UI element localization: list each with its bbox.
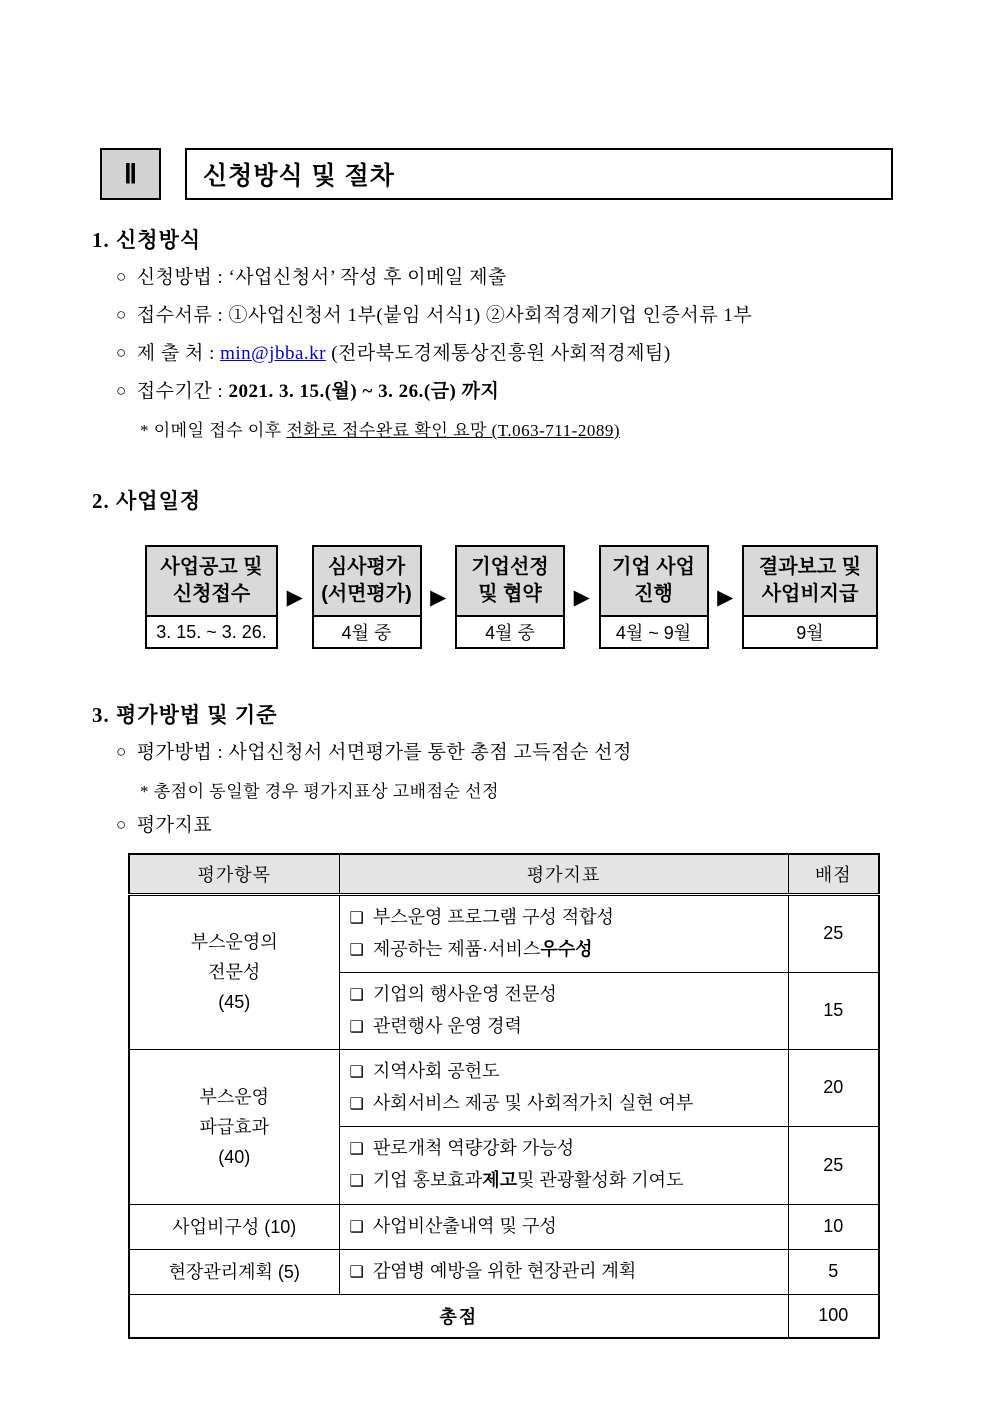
flow-step-line1: 결과보고 및	[758, 556, 862, 578]
criteria-text: 기업의 행사운영 전문성	[372, 983, 557, 1004]
circle-bullet-icon: ○	[116, 742, 127, 761]
checkbox-icon: ❑	[349, 1141, 364, 1158]
score-cell: 20	[788, 1049, 879, 1126]
eval-item-indicator	[116, 812, 893, 839]
eval-method-label: 평가방법 :	[136, 742, 229, 763]
col-header-criteria: 평가지표	[339, 854, 788, 894]
apply-note-underlined: 전화로 접수완료 확인 요망 (T.063-711-2089)	[286, 421, 620, 440]
flow-step-date: 4월 중	[457, 617, 563, 647]
apply-item-method	[116, 264, 893, 291]
apply-item-submit	[116, 340, 893, 367]
arrow-right-icon: ▶	[717, 584, 734, 609]
criteria-line	[350, 1133, 778, 1165]
criteria-text: 및 관광활성화 기여도	[516, 1170, 684, 1190]
table-row	[129, 1049, 879, 1126]
criteria-text: 지역사회 공헌도	[372, 1060, 500, 1081]
flow-step-line2: 사업비지급	[761, 583, 859, 605]
flow-step-line1: 심사평가	[327, 556, 406, 578]
criteria-cell	[339, 1126, 788, 1204]
circle-bullet-icon: ○	[116, 343, 127, 362]
criteria-line	[350, 1088, 778, 1120]
criteria-text: 부스운영 프로그램 구성 적합성	[372, 906, 614, 927]
apply-item-period	[116, 378, 893, 405]
apply-note	[140, 416, 893, 441]
score-cell: 15	[788, 972, 879, 1049]
criteria-text: 판로개척 역량강화 가능성	[372, 1138, 575, 1158]
eval-indicator-label: 평가지표	[136, 815, 213, 836]
table-row	[129, 1249, 879, 1294]
criteria-text: 기업 홍보효과	[372, 1170, 483, 1190]
table-header-row	[129, 854, 879, 894]
checkbox-icon: ❑	[349, 1218, 364, 1236]
submit-email-link[interactable]: min@jbba.kr	[220, 343, 326, 364]
score-cell: 25	[788, 1126, 879, 1204]
checkbox-icon: ❑	[349, 1263, 364, 1281]
arrow-right-icon: ▶	[430, 584, 447, 609]
apply-method-value: ‘사업신청서’ 작성 후 이메일 제출	[228, 267, 507, 288]
flow-step-line2: 진행	[634, 583, 673, 605]
category-line: 파급효과	[199, 1116, 270, 1137]
flow-step-line2: 및 협약	[478, 583, 542, 605]
apply-item-docs	[116, 302, 893, 329]
flow-step-report	[742, 545, 878, 649]
category-line: (45)	[218, 992, 251, 1012]
apply-note-prefix: * 이메일 접수 이후	[140, 421, 287, 440]
section-schedule	[92, 485, 893, 649]
flow-step-line1: 기업선정	[471, 556, 549, 578]
checkbox-icon: ❑	[349, 1095, 364, 1113]
score-cell: 5	[788, 1249, 879, 1294]
section-evaluation	[92, 699, 893, 1339]
flow-step-date: 3. 15. ~ 3. 26.	[147, 617, 276, 647]
criteria-line	[350, 934, 778, 966]
circle-bullet-icon: ○	[116, 815, 127, 834]
document-title: 신청방식 및 절차	[203, 162, 395, 190]
circle-bullet-icon: ○	[116, 381, 127, 400]
arrow-right-icon: ▶	[286, 584, 303, 609]
document-title-box	[185, 148, 893, 200]
criteria-line	[350, 1056, 778, 1088]
eval-method-value: 사업신청서 서면평가를 통한 총점 고득점순 선정	[228, 742, 632, 763]
checkbox-icon: ❑	[349, 1063, 364, 1081]
criteria-text: 사업비산출내역 및 구성	[372, 1215, 557, 1236]
criteria-line	[350, 1256, 778, 1288]
flow-step-date: 4월 중	[314, 617, 420, 647]
checkbox-icon: ❑	[349, 909, 364, 927]
eval-bullet-list	[116, 739, 893, 766]
col-header-score: 배점	[788, 854, 879, 894]
criteria-text: 제공하는 제품·서비스	[372, 938, 541, 959]
flow-step-title	[601, 547, 707, 617]
category-cell-site-management: 현장관리계획 (5)	[129, 1249, 339, 1294]
flow-step-line1: 기업 사업	[612, 556, 695, 578]
category-line: 부스운영의	[190, 932, 278, 952]
criteria-text: 감염병 예방을 위한 현장관리 계획	[372, 1260, 637, 1281]
criteria-line	[350, 979, 778, 1011]
table-footer-row	[129, 1294, 879, 1338]
section-eval-heading: 3. 평가방법 및 기준	[92, 703, 278, 727]
section-numeral-badge	[100, 148, 161, 200]
section-numeral: Ⅱ	[123, 158, 138, 189]
total-label: 총점	[129, 1294, 788, 1338]
flow-step-review	[312, 545, 422, 649]
document-header	[100, 148, 893, 200]
apply-bullet-list	[116, 264, 893, 405]
category-line: (40)	[218, 1146, 251, 1167]
flow-step-title	[147, 547, 276, 617]
criteria-text: 관련행사 운영 경력	[372, 1015, 522, 1036]
apply-submit-label: 제 출 처 :	[136, 343, 221, 364]
checkbox-icon: ❑	[349, 1173, 364, 1190]
criteria-text-bold: 제고	[482, 1170, 517, 1190]
total-score-cell: 100	[788, 1294, 879, 1338]
eval-indicator-list	[116, 812, 893, 839]
flow-step-line2: (서면평가)	[321, 583, 412, 605]
flow-step-line2: 신청접수	[172, 583, 251, 605]
category-cell-booth-expertise	[129, 894, 339, 1049]
section-schedule-heading: 2. 사업일정	[92, 489, 202, 513]
criteria-text-bold: 우수성	[540, 938, 593, 959]
flow-step-line1: 사업공고 및	[160, 556, 263, 578]
category-line: 전문성	[208, 962, 261, 982]
arrow-right-icon: ▶	[573, 584, 590, 609]
criteria-cell	[339, 972, 788, 1049]
apply-method-label: 신청방법 :	[136, 267, 229, 288]
table-row	[129, 1204, 879, 1249]
criteria-line	[350, 902, 778, 934]
evaluation-table	[128, 853, 880, 1339]
flow-step-date: 4월 ~ 9월	[601, 617, 707, 647]
criteria-line	[350, 1211, 778, 1243]
criteria-cell	[339, 1049, 788, 1126]
criteria-line	[350, 1011, 778, 1043]
criteria-text: 사회서비스 제공 및 사회적가치 실현 여부	[372, 1092, 694, 1113]
apply-docs-value: ①사업신청서 1부(붙임 서식1) ②사회적경제기업 인증서류 1부	[228, 305, 753, 326]
flow-step-announce	[145, 545, 278, 649]
section-apply	[92, 224, 893, 441]
flow-step-title	[457, 547, 563, 617]
apply-docs-label: 접수서류 :	[136, 305, 229, 326]
circle-bullet-icon: ○	[116, 305, 127, 324]
category-line: 부스운영	[199, 1086, 270, 1107]
criteria-cell	[339, 894, 788, 972]
apply-submit-suffix: (전라북도경제통상진흥원 사회적경제팀)	[325, 343, 671, 364]
flow-step-title	[314, 547, 420, 617]
score-cell: 10	[788, 1204, 879, 1249]
category-cell-budget: 사업비구성 (10)	[129, 1204, 339, 1249]
circle-bullet-icon: ○	[116, 267, 127, 286]
flow-step-title	[744, 547, 876, 617]
criteria-cell	[339, 1249, 788, 1294]
flow-step-progress	[599, 545, 709, 649]
flow-step-date: 9월	[744, 617, 876, 647]
col-header-category: 평가항목	[129, 854, 339, 894]
criteria-line	[350, 1165, 778, 1197]
criteria-cell	[339, 1204, 788, 1249]
flow-step-selection	[455, 545, 565, 649]
schedule-flow-diagram	[145, 545, 878, 649]
apply-period-label: 접수기간 :	[136, 381, 229, 402]
checkbox-icon: ❑	[349, 941, 364, 959]
eval-note: * 총점이 동일할 경우 평가지표상 고배점순 선정	[140, 782, 500, 801]
category-cell-booth-impact	[129, 1049, 339, 1204]
section-apply-heading: 1. 신청방식	[92, 228, 202, 252]
eval-item-method	[116, 739, 893, 766]
checkbox-icon: ❑	[349, 1018, 364, 1036]
score-cell: 25	[788, 894, 879, 972]
apply-period-value: 2021. 3. 15.(월) ~ 3. 26.(금) 까지	[228, 381, 500, 402]
checkbox-icon: ❑	[349, 986, 364, 1004]
table-row	[129, 894, 879, 972]
